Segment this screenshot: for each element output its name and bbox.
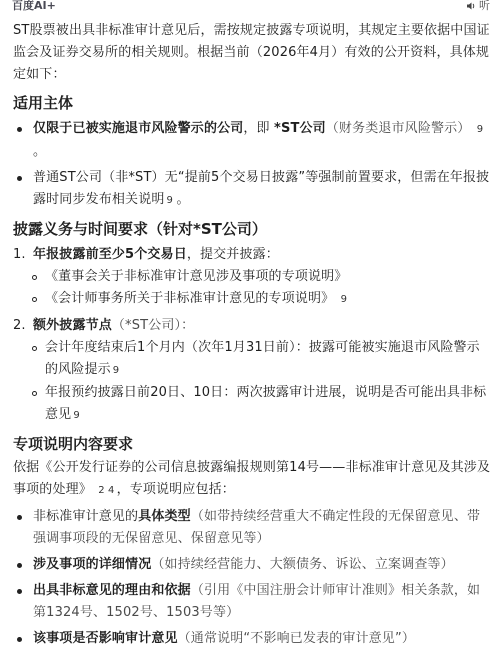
- numbered-item-2: 2. 额外披露节点（*ST公司）：: [13, 318, 195, 333]
- speaker-icon: [466, 1, 476, 11]
- section-title-disclosure: 披露义务与时间要求（针对*ST公司）: [13, 220, 267, 238]
- citation-badge[interactable]: 9: [340, 294, 348, 305]
- list-item: 该事项是否影响审计意见（通常说明“不影响已发表的审计意见”）: [13, 628, 491, 650]
- baidu-ai-logo: 百度AI+: [12, 0, 56, 12]
- list-item: 仅限于已被实施退市风险警示的公司，即 *ST公司（财务类退市风险警示） 9。: [13, 118, 491, 163]
- citation-badge[interactable]: 9: [112, 365, 120, 376]
- list-item: 普通ST公司（非*ST）无“提前5个交易日披露”等强制前置要求，但需在年报披露时同步发布相关说明 9 。: [13, 167, 491, 212]
- list-item: 会计年度结束后1个月内（次年1月31日前）：披露可能被实施退市风险警示的风险提示 9: [13, 337, 491, 382]
- section-title-content: 专项说明内容要求: [13, 435, 134, 453]
- list-item: 《会计师事务所关于非标准审计意见的专项说明》 9: [13, 288, 491, 311]
- list-item: 非标准审计意见的具体类型（如带持续经营重大不确定性段的无保留意见、带强调事项段的无保留意见、保留意见等）: [13, 506, 491, 550]
- answer-content: [13, 20, 491, 650]
- answer-header: [0, 0, 500, 14]
- numbered-item-1: 1. 年报披露前至少5个交易日，提交并披露：: [13, 247, 279, 262]
- listen-label: 听: [479, 0, 490, 12]
- listen-button[interactable]: [466, 0, 490, 12]
- list-item: 《董事会关于非标准审计意见涉及事项的专项说明》: [13, 266, 491, 288]
- citation-badge[interactable]: 9: [476, 124, 484, 135]
- content-lead-paragraph: 依据《公开发行证券的公司信息披露编报规则第14号——非标准审计意见及其涉及事项的处理》 2 4 ，专项说明应包括：: [13, 457, 491, 502]
- list-item: 年报预约披露日前20日、10日：两次披露审计进展，说明是否可能出具非标意见 9: [13, 382, 491, 427]
- citation-badge[interactable]: 9: [166, 195, 174, 206]
- section-title-scope: 适用主体: [13, 94, 74, 112]
- intro-paragraph: ST股票被出具非标准审计意见后，需按规定披露专项说明，其规定主要依据中国证监会及证券交易所的相关规则。根据当前（2026年4月）有效的公开资料，具体规定如下：: [13, 23, 490, 82]
- list-item: 涉及事项的详细情况（如持续经营能力、大额债务、诉讼、立案调查等）: [13, 554, 491, 576]
- list-item: 出具非标意见的理由和依据（引用《中国注册会计师审计准则》相关条款，如第1324号、1502号、1503号等）: [13, 580, 491, 624]
- citation-badge[interactable]: 9: [73, 410, 80, 421]
- citation-badge[interactable]: 2 4: [98, 485, 115, 496]
